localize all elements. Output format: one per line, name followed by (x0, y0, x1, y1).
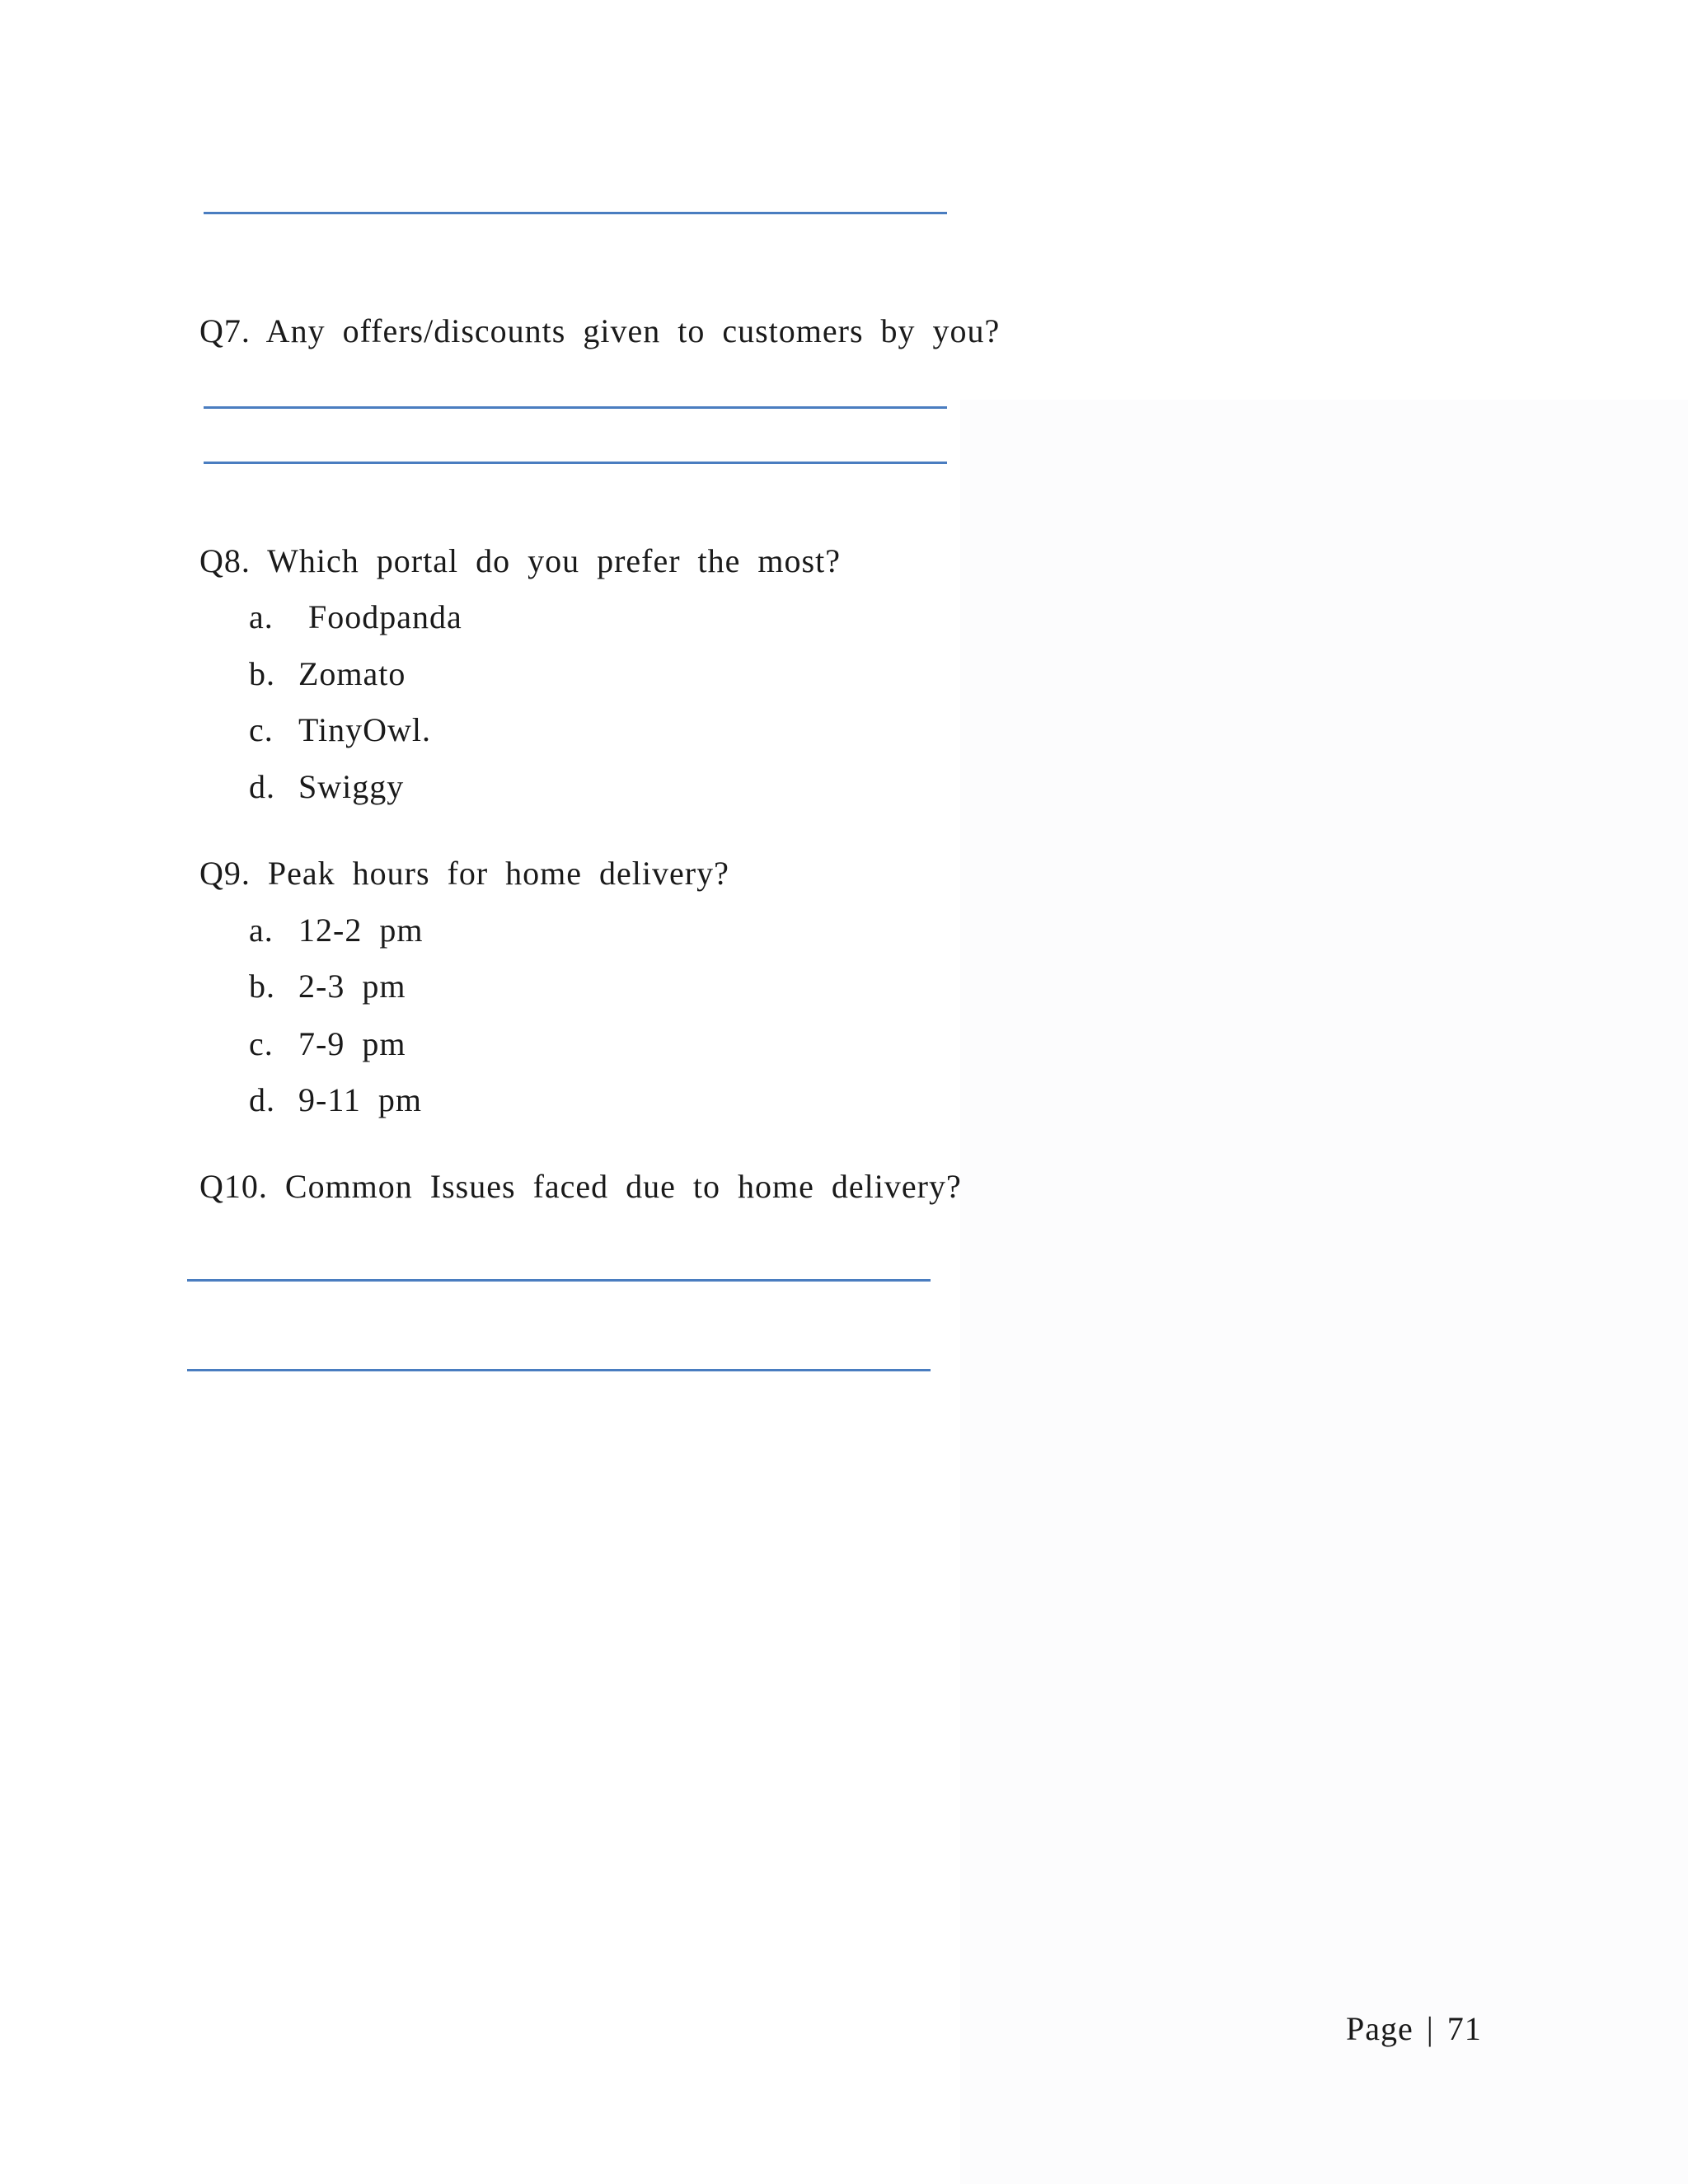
answer-line[interactable] (204, 462, 947, 464)
option-q8-a[interactable] (249, 598, 462, 637)
question-q10: Q10. Common Issues faced due to home delivery? (199, 1168, 962, 1205)
option-q8-d[interactable] (249, 767, 404, 807)
option-marker: a. (249, 598, 274, 635)
question-q8: Q8. Which portal do you prefer the most? (199, 542, 841, 579)
option-marker: d. (249, 1081, 275, 1118)
option-label: Swiggy (298, 768, 405, 805)
option-q9-a[interactable] (249, 911, 423, 950)
page-shading (960, 400, 1688, 2184)
option-label: 12-2 pm (298, 912, 424, 949)
option-label: Zomato (298, 655, 406, 692)
option-q9-c[interactable] (249, 1024, 406, 1064)
option-q8-b[interactable] (249, 654, 406, 694)
option-marker: a. (249, 912, 274, 949)
answer-line[interactable] (187, 1369, 931, 1371)
answer-line[interactable] (187, 1279, 931, 1282)
answer-line[interactable] (204, 212, 947, 214)
page-footer (1346, 2009, 1482, 2049)
option-label: TinyOwl. (298, 711, 432, 748)
answer-line[interactable] (204, 406, 947, 409)
option-label: Foodpanda (308, 598, 462, 635)
option-marker: c. (249, 711, 274, 748)
option-q9-d[interactable] (249, 1080, 422, 1120)
option-q9-b[interactable] (249, 967, 406, 1006)
option-label: 9-11 pm (298, 1081, 422, 1118)
page-label: Page (1346, 2010, 1414, 2047)
question-q7: Q7. Any offers/discounts given to customers by you? (199, 312, 1001, 349)
option-marker: b. (249, 655, 275, 692)
page-separator: | (1426, 2010, 1434, 2047)
option-q8-c[interactable] (249, 710, 431, 750)
option-marker: b. (249, 968, 275, 1005)
page-number: 71 (1447, 2010, 1482, 2047)
option-label: 2-3 pm (298, 968, 406, 1005)
option-label: 7-9 pm (298, 1025, 406, 1062)
option-marker: d. (249, 768, 275, 805)
question-q9: Q9. Peak hours for home delivery? (199, 855, 729, 892)
option-marker: c. (249, 1025, 274, 1062)
